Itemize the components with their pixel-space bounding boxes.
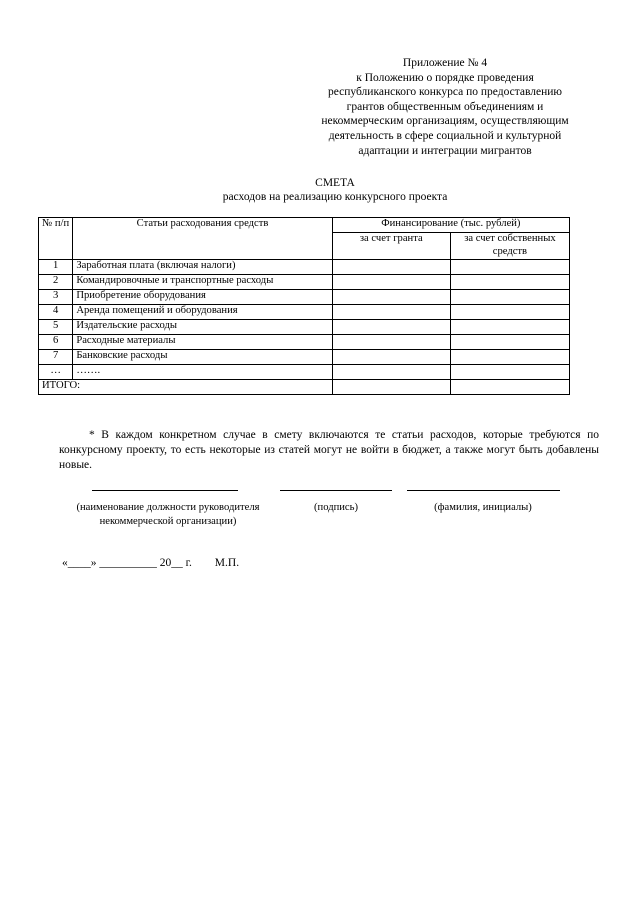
table-row [39,290,570,305]
row-own-cell [450,305,569,320]
row-grant-cell [332,305,450,320]
footnote-text: * В каждом конкретном случае в смету включаются те статьи расходов, которые требуются по конкурсному проекту, то есть некоторые из статей могут не войти в бюджет, а также могут быть добавлены новые. [59,429,599,471]
position-signature-line [92,490,238,491]
row-item: Банковские расходы [73,350,332,365]
row-own-cell [450,260,569,275]
row-own-cell [450,350,569,365]
row-own-cell [450,320,569,335]
row-own-cell [450,275,569,290]
table-row [39,365,570,380]
row-item: Издательские расходы [73,320,332,335]
budget-table [38,217,570,395]
row-item: Приобретение оборудования [73,290,332,305]
annex-line: к Положению о порядке проведения [356,71,534,84]
position-label [58,501,278,529]
row-num: 5 [39,320,73,335]
row-grant-cell [332,290,450,305]
total-label: ИТОГО: [39,380,333,395]
row-item: Заработная плата (включая налоги) [73,260,332,275]
row-num: 7 [39,350,73,365]
date-row [62,557,239,569]
annex-line: республиканского конкурса по предоставлению [327,86,562,99]
row-grant-cell [332,260,450,275]
header-item: Статьи расходования средств [73,218,332,260]
title-subheading: расходов на реализацию конкурсного проекта [222,191,448,203]
header-financing: Финансирование (тыс. рублей) [332,218,569,233]
table-row [39,335,570,350]
header-num: № п/п [39,218,73,260]
row-num: 6 [39,335,73,350]
annex-line: Приложение № 4 [402,57,488,69]
table-row [39,350,570,365]
annex-line: деятельность в сфере социальной и культурной [328,129,562,142]
row-num: 3 [39,290,73,305]
signature-label: (подпись) [314,502,358,513]
table-row [39,320,570,335]
row-grant-cell [332,320,450,335]
row-item: Аренда помещений и оборудования [73,305,332,320]
row-item: ……. [73,365,332,380]
table-total-row [39,380,570,395]
row-num: 4 [39,305,73,320]
table-header-row [39,218,570,233]
name-signature-line [407,490,560,491]
row-own-cell [450,290,569,305]
date-field: «____» __________ 20__ г. [62,557,192,569]
total-grant-cell [332,380,450,395]
row-item: Расходные материалы [73,335,332,350]
row-num: … [39,365,73,380]
table-row [39,275,570,290]
row-grant-cell [332,350,450,365]
row-num: 1 [39,260,73,275]
stamp-label: М.П. [214,557,240,569]
row-item: Командировочные и транспортные расходы [73,275,332,290]
footnote [59,428,599,473]
annex-line: некоммерческим организациям, осуществляющим [321,115,569,128]
annex-line: грантов общественным объединениям и [346,100,544,113]
document-title [120,176,550,204]
header-grant: за счет гранта [332,233,450,260]
table-row [39,260,570,275]
signature-line [280,490,392,491]
row-own-cell [450,335,569,350]
table-row [39,305,570,320]
title-heading: СМЕТА [315,177,355,189]
row-own-cell [450,365,569,380]
row-grant-cell [332,365,450,380]
name-label: (фамилия, инициалы) [434,502,532,513]
row-grant-cell [332,335,450,350]
position-label-line-2: некоммерческой организации) [99,516,237,527]
position-label-line-1: (наименование должности руководителя [76,502,260,513]
row-grant-cell [332,275,450,290]
annex-header [300,56,590,158]
header-own: за счет собственных средств [450,233,569,260]
annex-line: адаптации и интеграции мигрантов [358,144,532,157]
row-num: 2 [39,275,73,290]
total-own-cell [450,380,569,395]
